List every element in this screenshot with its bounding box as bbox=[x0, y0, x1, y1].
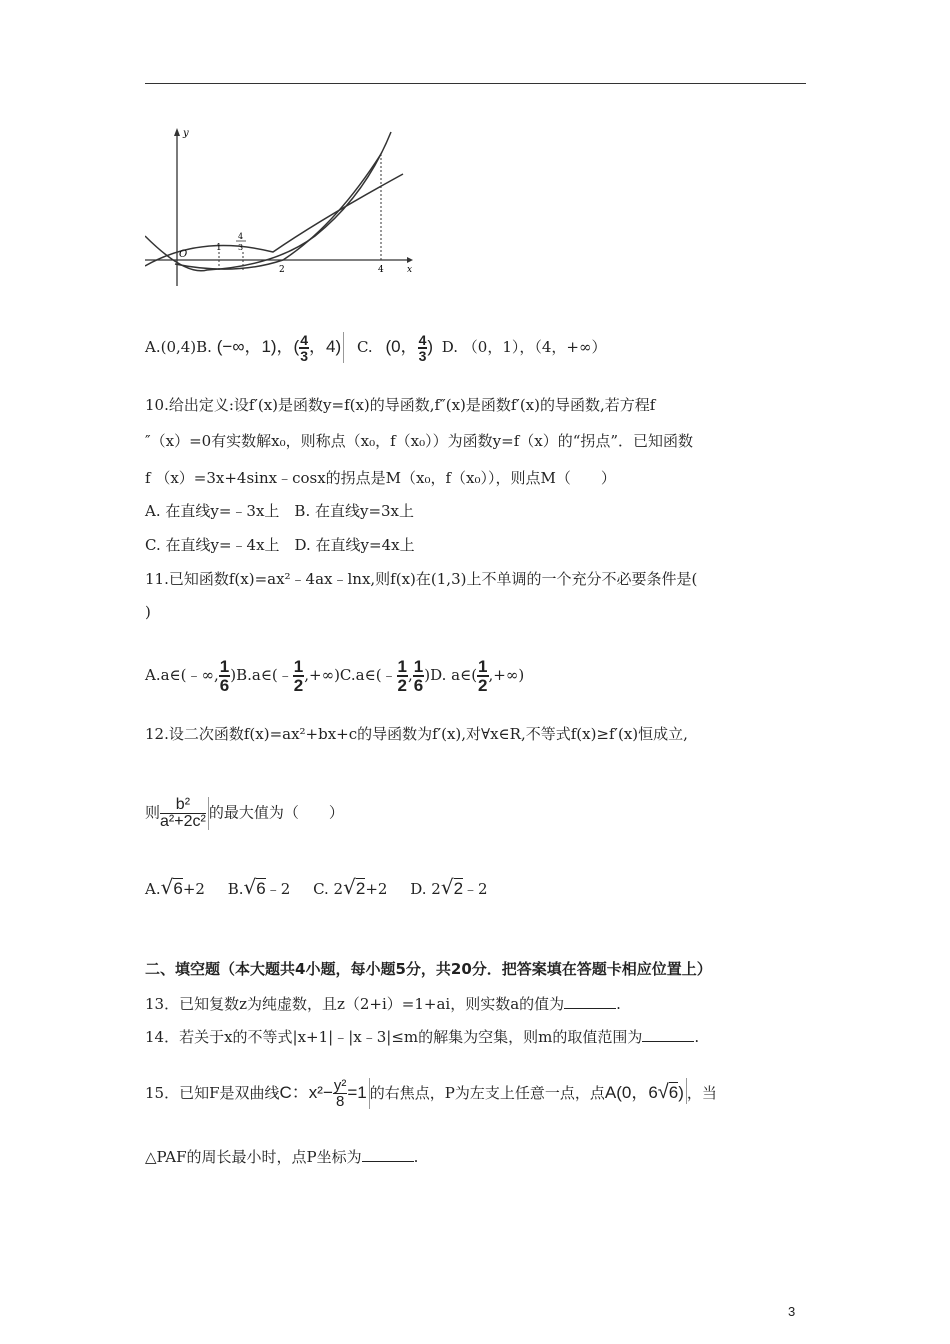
origin-label: O bbox=[179, 249, 188, 260]
tick-1: 1 bbox=[216, 243, 222, 253]
q11-d-frac: $\frac{1}{2}$ bbox=[478, 657, 488, 695]
q9-option-c-math: (0， $\frac{4}{3}$ ) bbox=[385, 331, 434, 364]
q9-option-a: A.(0,4)B. bbox=[145, 338, 212, 356]
q10-options-cd: C. 在直线y=﹣4x上 D. 在直线y=4x上 bbox=[145, 536, 415, 554]
header-rule bbox=[145, 83, 806, 84]
q12-line1: 12.设二次函数f(x)=ax²+bx+c的导函数为f′(x),对∀x∈R,不等式f(x)≥f′(x)恒成立, bbox=[145, 725, 688, 743]
q11-line2: ) bbox=[145, 603, 151, 621]
section2-heading: 二、填空题（本大题共4小题，每小题5分，共20分．把答案填在答题卡相应位置上） bbox=[145, 960, 712, 978]
q10-line1: 10.给出定义:设f′(x)是函数y=f(x)的导函数,f″(x)是函数f′(x)的导函数,若方程f bbox=[145, 396, 656, 414]
q10-line2: ″（x）=0有实数解x₀，则称点（x₀，f（x₀））为函数y=f（x）的“拐点”．已知函数 bbox=[145, 432, 694, 450]
q14-answer-blank bbox=[642, 1029, 694, 1042]
q9-option-d: D. （0，1），（4，+∞） bbox=[441, 338, 607, 356]
q12-options: A.√6+2 B.√6﹣2 C. 2√2+2 D. 2√2﹣2 bbox=[145, 875, 488, 899]
tick-4: 4 bbox=[378, 265, 384, 275]
q9-options bbox=[145, 332, 607, 363]
q11-c-frac1: $\frac{1}{2}$ bbox=[397, 657, 408, 695]
q11-a-frac: $\frac{1}{6}$ bbox=[219, 657, 230, 695]
q15-point-a: A(0，6√6) bbox=[605, 1078, 687, 1104]
q9-option-c-label: C. bbox=[356, 338, 373, 356]
q12-fraction: $\frac{\text{b²}}{\text{a²+2c²}}$ bbox=[160, 797, 209, 830]
function-graph bbox=[145, 126, 413, 286]
q9-option-b-math: (−∞，1)，( $\frac{4}{3}$ ，4) bbox=[217, 332, 344, 363]
q10-line3: f （x）=3x+4sinx﹣cosx的拐点是M（x₀，f（x₀）），则点M（ ） bbox=[145, 469, 616, 487]
q15-line1: 15．已知F是双曲线C：x²− $\frac{\text{y²}}{8}$ =1 的右焦点，P为左支上任意一点，点A(0，6√6) ，当 bbox=[145, 1077, 717, 1111]
q13-answer-blank bbox=[564, 996, 616, 1009]
q11-options: A.a∈(﹣∞, $\frac{1}{6}$ )B.a∈(﹣ $\frac{1}{2}$ ,+∞)C.a∈(﹣ $\frac{1}{2}$ , $\frac{1}{6}$ )D. a∈( $\frac{1}{2}$ ,+∞) bbox=[145, 657, 525, 695]
q11-c-frac2: $\frac{1}{6}$ bbox=[413, 657, 424, 695]
y-axis-label: y bbox=[183, 128, 189, 139]
x-axis-label: x bbox=[407, 265, 413, 275]
q12-line2: 则 $\frac{\text{b²}}{\text{a²+2c²}}$ 的最大值为（ ） bbox=[145, 796, 344, 830]
q11-b-frac: $\frac{1}{2}$ bbox=[293, 657, 304, 695]
q13: 13．已知复数z为纯虚数，且z（2+i）=1+ai，则实数a的值为 . bbox=[145, 995, 621, 1013]
q11-line1: 11.已知函数f(x)=ax²﹣4ax﹣lnx,则f(x)在(1,3)上不单调的一个充分不必要条件是( bbox=[145, 570, 698, 588]
tick-4-3-num: 4 bbox=[238, 232, 244, 241]
tick-4-3-den: 3 bbox=[238, 243, 244, 252]
page-number: 3 bbox=[788, 1304, 796, 1319]
q10-options-ab: A. 在直线y=﹣3x上 B. 在直线y=3x上 bbox=[145, 502, 415, 520]
q15-answer-blank bbox=[362, 1149, 414, 1162]
q14: 14．若关于x的不等式|x+1|﹣|x﹣3|≤m的解集为空集，则m的取值范围为 . bbox=[145, 1028, 700, 1046]
tick-2: 2 bbox=[279, 265, 285, 275]
q15-line2: △PAF的周长最小时，点P坐标为 . bbox=[145, 1148, 419, 1166]
q15-curve-equation: C：x²− $\frac{\text{y²}}{8}$ =1 bbox=[280, 1078, 370, 1109]
